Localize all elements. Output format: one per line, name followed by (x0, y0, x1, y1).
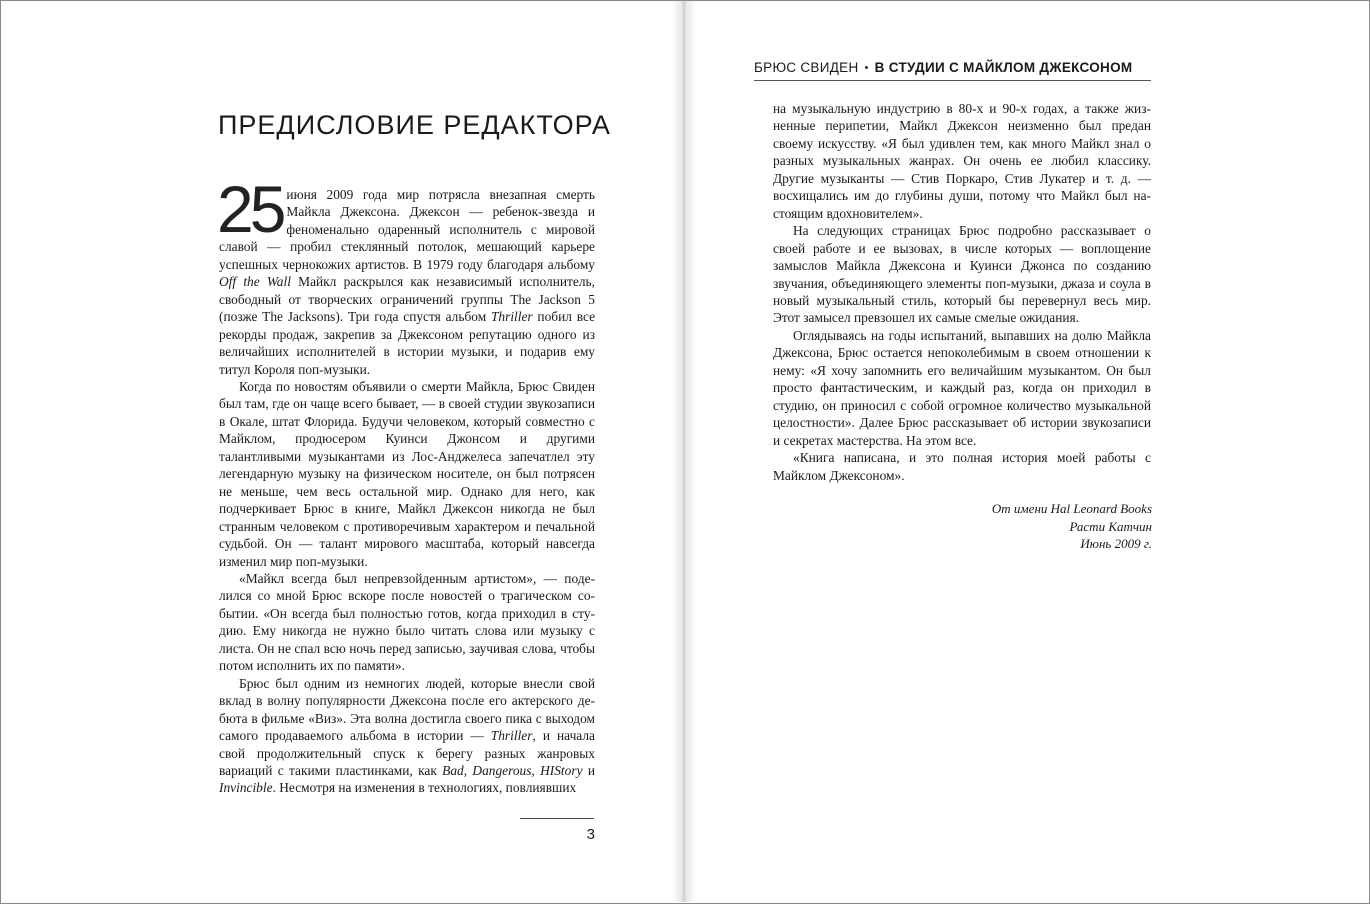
italic-title: Invincible (219, 780, 273, 796)
left-text-column (217, 172, 596, 797)
signature-block (860, 500, 1152, 553)
text-run: Брюс был одним из немногих людей, которые внесли свой вклад в волну популярности Джексона после его актерского дебюта в фильме «Виз». Эта волна достигла своего пика с выходом самого продаваемого альбома в истории — (219, 675, 595, 744)
paragraph (773, 449, 1151, 484)
running-head-author: БРЮС СВИДЕН (754, 60, 859, 75)
text-run: , и начала свой продолжительный спуск к берегу разных жанровых вариаций с такими пластинками, как (219, 728, 595, 778)
page-number-rule (520, 818, 594, 819)
italic-title: Off the Wall (219, 274, 291, 290)
paragraph (773, 222, 1151, 327)
text-run: На следующих страницах Брюс подробно рассказывает о своей работе и ее вызовах, в числе которых — воплощение замыслов Майкла Джексона и Куинси Джонса по созданию звучания, объединяющего элементы поп-музыки, джаза и соула в новый музыкальный стиль, который бы перевернул весь мир. Этот замысел превзошел их самые смелые ожидания. (773, 223, 1151, 326)
right-text-column (773, 100, 1151, 484)
text-run: Оглядываясь на годы испытаний, выпавших на долю Майкла Джексона, Брюс остается непоколебимым в своем отношении к нему: «Я хочу запомнить его величайшим музыкантом. Он был просто фантастическим, и каждый раз, когда он приходил в студию, он приносил с собой огромное количество музыкальной целостности». Далее Брюс рассказывает об истории звукозаписи и секретах мастерства. На этом все. (773, 327, 1151, 448)
signature-date: Июнь 2009 г. (1080, 536, 1152, 551)
text-run: на музыкальную индустрию в 80-х и 90-х годах, а также жизненные перипетии, Майкл Джексон неизменно был предан своему искусству. «Я был удивлен тем, как много Майкл знал о разных музыкальных жанрах. Он очень ее любил классику. Другие музыканты — Стив Поркаро, Стив Лукатер и т. д. — восхищались им до глубины души, потому что Майкл был настоящим вдохновителем». (773, 101, 1151, 221)
paragraph (219, 570, 595, 675)
paragraph (773, 100, 1151, 222)
text-run: побил все рекорды продаж, закрепив за Джексоном репутацию одного из величайших исполнителей в истории музыки, и подарив ему титул Короля поп-музыки. (219, 309, 596, 377)
italic-title: Thriller (490, 728, 533, 744)
drop-cap: 25 (217, 172, 283, 246)
paragraph (219, 675, 595, 797)
italic-title: Bad, Dangerous, HIStory (442, 762, 583, 778)
text-run: «Книга написана, и это полная история моей работы с Майклом Джексоном». (773, 450, 1151, 483)
text-run: . Несмотря на изменения в технологиях, повлиявших (272, 780, 577, 796)
running-head (754, 60, 1132, 75)
text-run: Когда по новостям объявили о смерти Майкла, Брюс Свиден был там, где он чаще всего бывает, — в своей студии звукозаписи в Окале, штат Флорида. Будучи человеком, который совместно с Майклом, продюсером Куинси Джонсом и другими талантливыми музыкантами из Лос-Анджелеса запечатлел эту легендарную музыку на физическом носителе, он был потрясен не меньше, чем весь остальной мир. Однако для него, как подчеркивает Брюс в книге, Майкл Джексон никогда не был странным человеком с противоречивым характером и печальной судьбой. Он — талант мирового масштаба, который навсегда изменил мир поп-музыки. (219, 378, 595, 569)
paragraph (773, 327, 1151, 449)
text-run: и (582, 762, 596, 778)
book-gutter (672, 1, 696, 902)
text-run: «Майкл всегда был непревзойденным артистом», — поделился со мной Брюс вскоре после новостей о трагическом событии. «Он всегда был полностью готов, когда приходил в студию. Ему никогда не нужно было читать слова или музыку с листа. Он не спал всю ночь перед записью, заучивая слова, чтобы потом исполнить их по памяти». (219, 570, 595, 674)
paragraph (219, 378, 595, 570)
running-head-rule (754, 80, 1151, 81)
chapter-heading: ПРЕДИСЛОВИЕ РЕДАКТОРА (218, 110, 611, 141)
running-head-title: В СТУДИИ С МАЙКЛОМ ДЖЕКСОНОМ (874, 60, 1133, 75)
bullet-icon: • (864, 62, 869, 74)
text-run: июня 2009 года мир потрясла внезапная смерть Майкла Джексона. Джексон — ребенок-звезда и феноменально одаренный исполнитель с мировой славой — пробил стеклянный потолок, мешающий карьере успешных чернокожих артистов. В 1979 году благодаря альбому (219, 187, 595, 272)
text-run: Майкл раскрылся как независимый исполнитель, свободный от творческих ограничений группы The Jackson 5 (позже The Jacksons). Три года спустя альбом (219, 274, 595, 325)
signature-editor: Расти Катчин (1069, 518, 1152, 534)
italic-title: Thriller (490, 309, 533, 325)
page-number: 3 (586, 826, 595, 843)
signature-publisher: От имени Hal Leonard Books (991, 501, 1152, 516)
